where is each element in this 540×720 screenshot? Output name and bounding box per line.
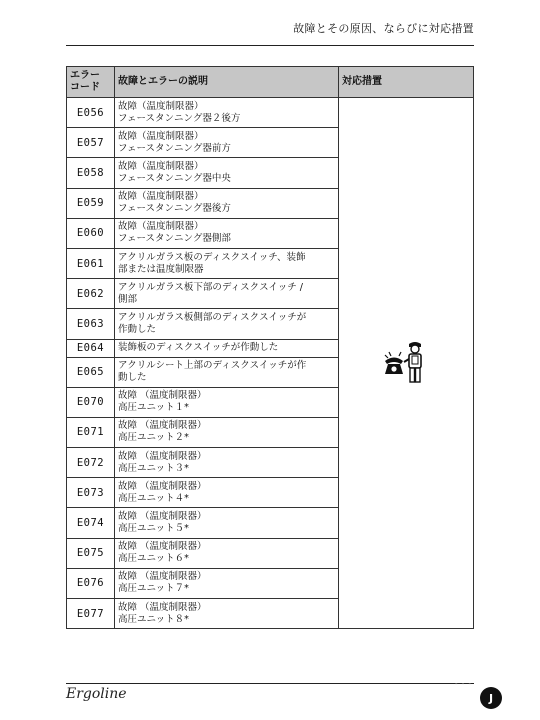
error-code-cell: E060 <box>67 218 115 248</box>
error-code-cell: E075 <box>67 538 115 568</box>
description-line-2: フェースタンニング器前方 <box>118 142 231 154</box>
error-description-cell <box>115 128 339 158</box>
table-row <box>67 98 474 128</box>
description-line-2: 高圧ユニット８* <box>118 613 189 625</box>
header-error-code: エラー コード <box>67 67 115 98</box>
description-line-2: 高圧ユニット１* <box>118 402 189 414</box>
error-code-table <box>66 66 474 629</box>
description-line-1: 故障 （温度制限器） <box>118 571 207 583</box>
error-description-cell <box>115 218 339 248</box>
header-action: 対応措置 <box>339 67 474 98</box>
description-line-1: 故障（温度制限器） <box>118 160 204 172</box>
error-description-cell <box>115 279 339 309</box>
description-line-2: 作動した <box>118 323 157 335</box>
error-code-cell: E058 <box>67 158 115 188</box>
brand-logo: Ergoline <box>66 686 127 702</box>
error-code-cell: E065 <box>67 357 115 387</box>
description-line-2: フェースタンニング器後方 <box>118 203 231 215</box>
description-line-1: 故障（温度制限器） <box>118 130 204 142</box>
description-line-1: 故障 （温度制限器） <box>118 390 207 402</box>
language-badge: J <box>480 687 502 709</box>
error-description-cell <box>115 448 339 478</box>
description-line-1: 故障 （温度制限器） <box>118 480 207 492</box>
error-description-cell <box>115 538 339 568</box>
error-code-cell: E077 <box>67 599 115 629</box>
error-description-cell <box>115 98 339 128</box>
description-line-1: 故障 （温度制限器） <box>118 420 207 432</box>
description-line-1: アクリルガラス板のディスクスイッチ、装飾 <box>118 251 306 263</box>
description-line-1: アクリルガラス板側部のディスクスイッチが <box>118 311 307 323</box>
error-description-cell <box>115 309 339 339</box>
page-header-title: 故障とその原因、ならびに対応措置 <box>293 22 474 35</box>
description-line-1: アクリルガラス板下部のディスクスイッチ / <box>118 281 303 293</box>
description-line-2: 動した <box>118 372 147 384</box>
error-code-cell: E072 <box>67 448 115 478</box>
error-description-cell <box>115 478 339 508</box>
error-code-cell: E063 <box>67 309 115 339</box>
description-line-2: フェースタンニング器中央 <box>118 172 231 184</box>
error-code-cell: E071 <box>67 417 115 447</box>
description-line-1: 故障（温度制限器） <box>118 191 204 203</box>
description-line-2: 高圧ユニット４* <box>118 492 189 504</box>
error-description-cell <box>115 188 339 218</box>
error-description-cell <box>115 158 339 188</box>
error-description-cell <box>115 568 339 598</box>
error-code-cell: E076 <box>67 568 115 598</box>
header-divider <box>66 45 474 46</box>
footer-divider <box>66 683 474 684</box>
error-code-cell: E064 <box>67 339 115 357</box>
description-line-1: 故障 （温度制限器） <box>118 541 207 553</box>
description-line-1: 装飾板のディスクスイッチが作動した <box>118 342 279 353</box>
description-line-2: フェースタンニング器２後方 <box>118 112 241 124</box>
description-line-2: フェースタンニング器側部 <box>118 233 231 245</box>
error-description-cell <box>115 417 339 447</box>
error-code-cell: E073 <box>67 478 115 508</box>
description-line-2: 高圧ユニット５* <box>118 523 189 535</box>
technician-phone-icon <box>383 339 429 385</box>
description-line-1: 故障（温度制限器） <box>118 221 204 233</box>
error-description-cell <box>115 357 339 387</box>
error-description-cell <box>115 599 339 629</box>
description-line-1: 故障 （温度制限器） <box>118 450 207 462</box>
description-line-2: 高圧ユニット２* <box>118 432 189 444</box>
description-line-1: 故障（温度制限器） <box>118 100 204 112</box>
table-header-row <box>67 67 474 98</box>
error-code-cell: E062 <box>67 279 115 309</box>
error-code-cell: E070 <box>67 387 115 417</box>
error-description-cell <box>115 248 339 278</box>
description-line-2: 部または温度制限器 <box>118 263 204 275</box>
action-cell <box>339 98 474 629</box>
error-code-cell: E061 <box>67 248 115 278</box>
description-line-2: 側部 <box>118 293 138 305</box>
description-line-1: アクリルシート上部のディスクスイッチが作 <box>118 360 307 372</box>
description-line-2: 高圧ユニット３* <box>118 462 189 474</box>
error-code-cell: E059 <box>67 188 115 218</box>
header-description: 故障とエラーの説明 <box>115 67 339 98</box>
description-line-2: 高圧ユニット６* <box>118 553 189 565</box>
error-code-cell: E057 <box>67 128 115 158</box>
error-description-cell <box>115 339 339 357</box>
error-description-cell <box>115 387 339 417</box>
description-line-1: 故障 （温度制限器） <box>118 601 207 613</box>
page-number: - - - <box>454 680 472 688</box>
description-line-1: 故障 （温度制限器） <box>118 511 207 523</box>
error-code-cell: E056 <box>67 98 115 128</box>
error-code-cell: E074 <box>67 508 115 538</box>
description-line-2: 高圧ユニット７* <box>118 583 189 595</box>
error-description-cell <box>115 508 339 538</box>
